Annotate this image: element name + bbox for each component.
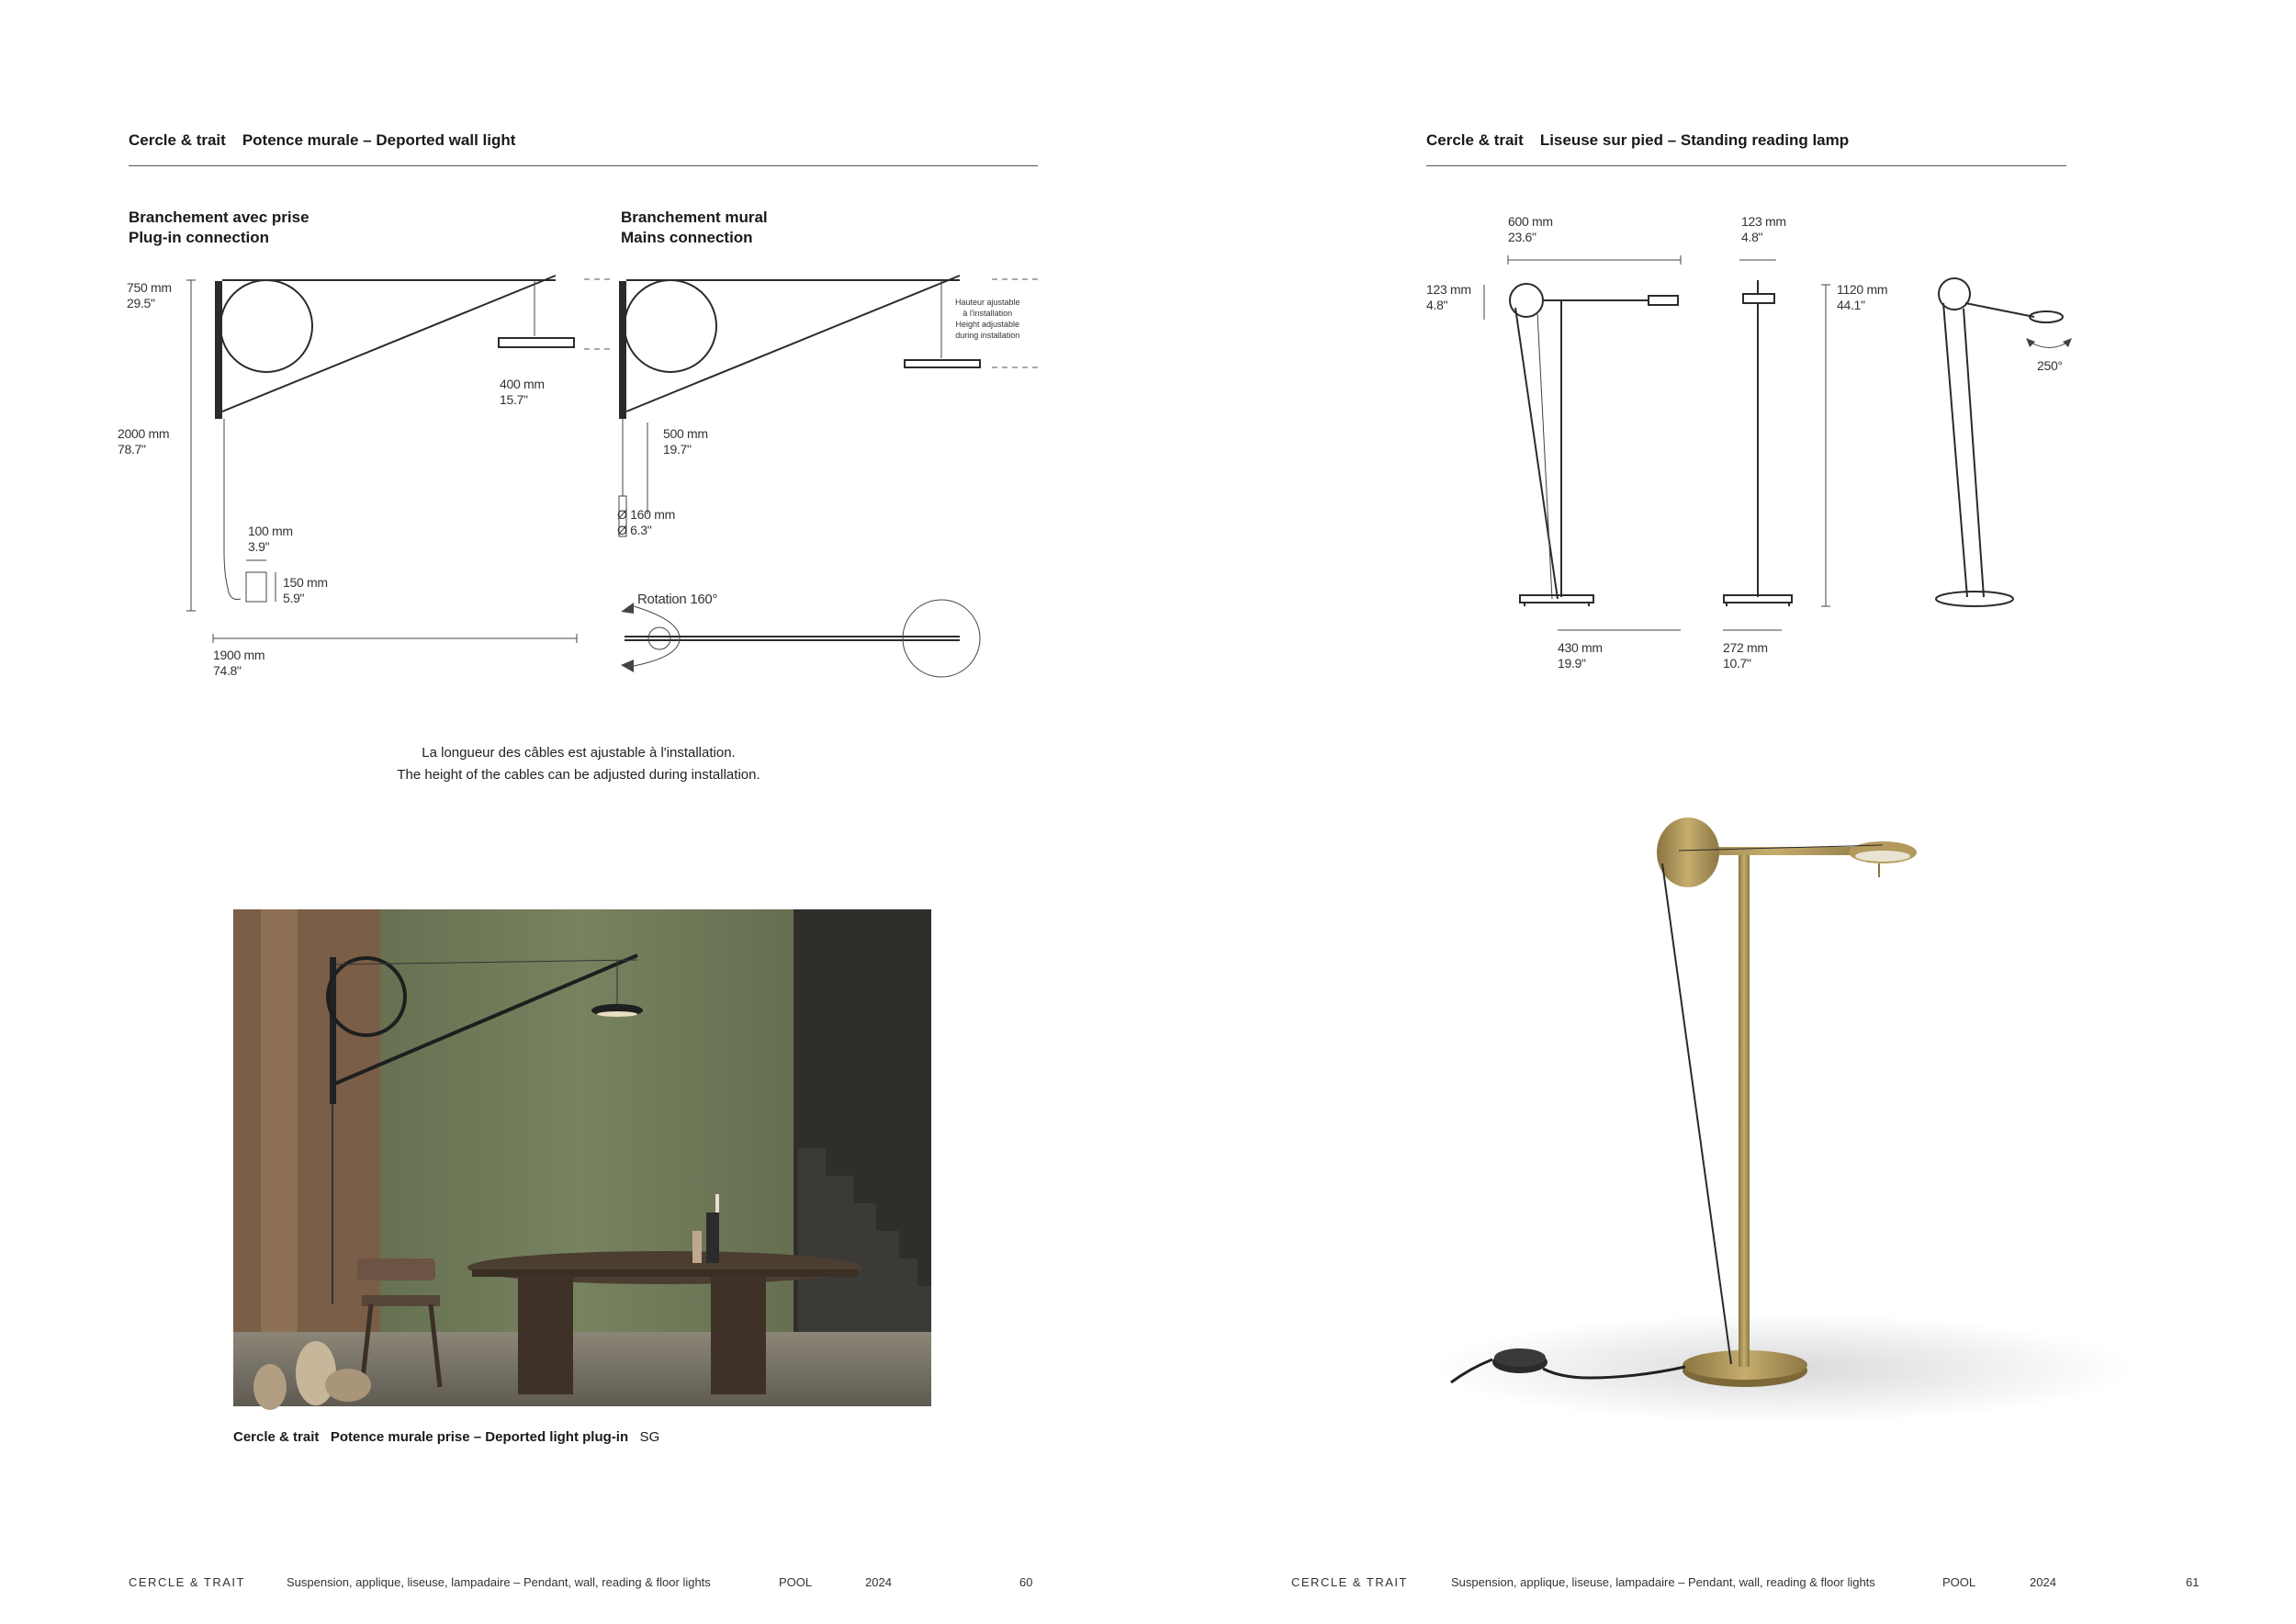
dim-1900: 1900 mm 74.8"	[213, 648, 265, 678]
reading-lamp-photo	[1451, 790, 2149, 1451]
cable-note: La longueur des câbles est ajustable à l'installation. The height of the cables can be adjusted during installation.	[397, 745, 760, 783]
left-footer-brand: CERCLE & TRAIT	[129, 1575, 245, 1589]
rotation-250: 250°	[2037, 358, 2063, 373]
dim-400: 400 mm 15.7"	[500, 377, 545, 407]
right-header-title: Liseuse sur pied – Standing reading lamp	[1539, 131, 1850, 149]
dim-1120: 1120 mm 44.1"	[1837, 282, 1888, 312]
plug-in-fr: Branchement avec prise	[129, 209, 310, 226]
interior-caption: Cercle & trait Potence murale prise – Deported light plug-in SG	[233, 1429, 660, 1445]
dim-diameter: Ø 160 mm Ø 6.3"	[617, 507, 675, 537]
right-footer-page: 61	[2186, 1575, 2200, 1589]
left-footer-collection: POOL	[779, 1575, 813, 1589]
left-header-brand: Cercle & trait	[129, 131, 226, 149]
adjust-note: Hauteur ajustable à l'installation Height adjustable during installation	[955, 298, 1020, 340]
left-footer-page: 60	[1019, 1575, 1033, 1589]
left-header-title: Potence murale – Deported wall light	[242, 131, 516, 149]
right-footer-collection: POOL	[1942, 1575, 1976, 1589]
left-footer-year: 2024	[865, 1575, 892, 1589]
dim-2000: 2000 mm 78.7"	[118, 426, 170, 457]
right-header-brand: Cercle & trait	[1426, 131, 1524, 149]
dim-100: 100 mm 3.9"	[248, 524, 293, 554]
dim-500: 500 mm 19.7"	[663, 426, 708, 457]
mains-fr: Branchement mural	[621, 209, 768, 226]
dim-150: 150 mm 5.9"	[283, 575, 328, 605]
plug-in-en: Plug-in connection	[129, 229, 269, 246]
rotation-label: Rotation 160°	[637, 592, 718, 607]
right-footer-year: 2024	[2030, 1575, 2056, 1589]
dim-600: 600 mm 23.6"	[1508, 214, 1553, 244]
dim-430: 430 mm 19.9"	[1558, 640, 1603, 671]
dim-750: 750 mm 29.5"	[127, 280, 172, 310]
dim-123-top: 123 mm 4.8"	[1741, 214, 1786, 244]
dim-123-side: 123 mm 4.8"	[1426, 282, 1471, 312]
right-footer-brand: CERCLE & TRAIT	[1291, 1575, 1408, 1589]
left-footer-desc: Suspension, applique, liseuse, lampadaire – Pendant, wall, reading & floor lights	[287, 1575, 711, 1589]
right-footer-desc: Suspension, applique, liseuse, lampadaire – Pendant, wall, reading & floor lights	[1451, 1575, 1875, 1589]
mains-en: Mains connection	[621, 229, 753, 246]
dim-272: 272 mm 10.7"	[1723, 640, 1768, 671]
